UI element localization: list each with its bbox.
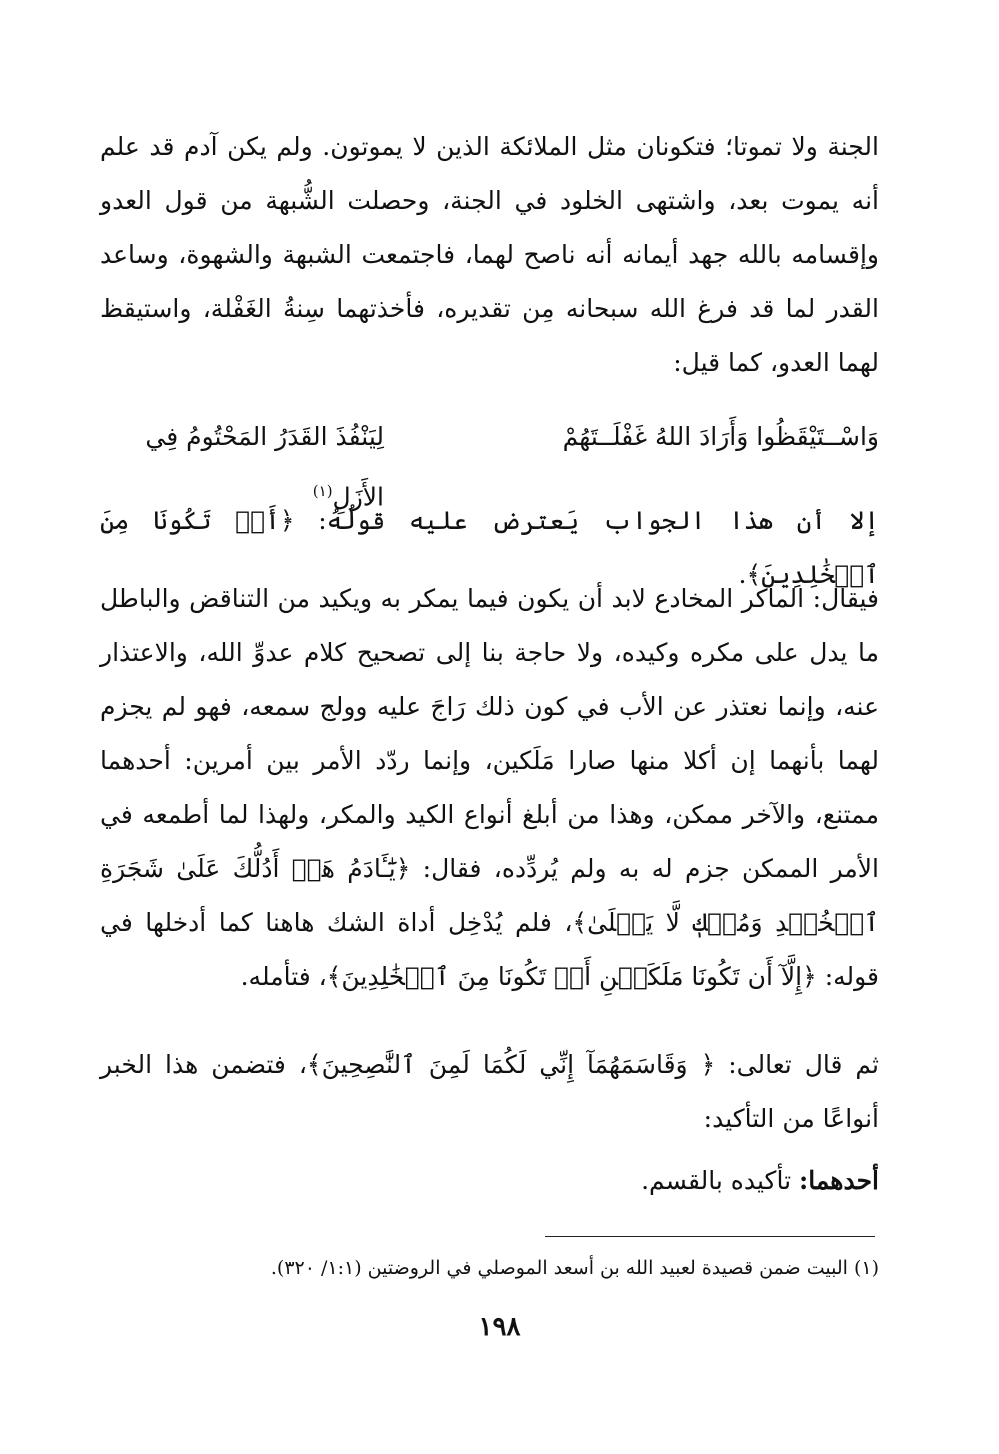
point-first bbox=[100, 1154, 879, 1208]
point-label: أحدهما: bbox=[798, 1166, 879, 1195]
paragraph-4: ثم قال تعالى: ﴿ وَقَاسَمَهُمَآ إِنِّي لَكُمَا لَمِنَ ٱلنَّٰصِحِينَ﴾، فتضمن هذا الخبر أنواعًا من التأكيد: bbox=[100, 1050, 879, 1133]
paragraph-1: الجنة ولا تموتا؛ فتكونان مثل الملائكة الذين لا يموتون. ولم يكن آدم قد علم أنه يموت بعد، واشتهى الخلود في الجنة، وحصلت الشُّبهة من قول العدو وإقسامه بالله جهد أيمانه أنه ناصح لهما، فاجتمعت الشبهة والشهوة، وساعد القدر لما قد فرغ الله سبحانه مِن تقديره، فأخذتهما سِنةُ الغَفْلة، واستيقظ لهما العدو، كما قيل: bbox=[100, 132, 879, 377]
point-text: تأكيده بالقسم. bbox=[641, 1166, 799, 1195]
verse-second-text: لِيَنْفُذَ القَدَرُ المَحْتُومُ فِي الأَزَلِ bbox=[145, 422, 384, 512]
footnote-marker: (١) bbox=[312, 482, 333, 500]
verse-first-hemistich bbox=[563, 410, 879, 464]
paragraph-3: فيقال: الماكر المخادع لابد أن يكون فيما يمكر به ويكيد من التناقض والباطل ما يدل على مكره وكيده، ولا حاجة بنا إلى تصحيح كلام عدوِّ الله، والاعتذار عنه، وإنما نعتذر عن الأب في كون ذلك رَاجَ عليه وولج سمعه، فهو لم يجزم لهما بأنهما إن أكلا منها صارا مَلَكين، وإنما ردّد الأمر بين أمرين: أحدهما ممتنع، والآخر ممكن، وهذا من أبلغ أنواع الكيد والمكر، ولهذا لما أطمعه في الأمر الممكن جزم له به ولم يُردِّده، فقال: ﴿يَٰٓـَٔادَمُ هَلۡ أَدُلُّكَ عَلَىٰ شَجَرَةِ ٱلۡخُلۡدِ وَمُلۡكٖ لَّا يَبۡلَىٰ﴾، فلم يُدْخِل أداة الشك هاهنا كما أدخلها في قوله: ﴿إِلَّآ أَن تَكُونَا مَلَكَيۡنِ أَوۡ تَكُونَا مِنَ ٱلۡخَٰلِدِينَ﴾، فتأمله. bbox=[100, 584, 879, 991]
paragraph-2: إلا أن هذا الجواب يَعترض عليه قولُهُ: ﴿أَوۡ تَكُونَا مِنَ ٱلۡخَٰلِدِينَ﴾. bbox=[100, 506, 879, 589]
footnote: (١) البيت ضمن قصيدة لعبيد الله بن أسعد الموصلي في الروضتين (١:١/ ٣٢٠). bbox=[270, 1257, 879, 1279]
poetry-verse bbox=[100, 410, 879, 512]
page-number: ١٩٨ bbox=[478, 1312, 521, 1342]
verse-first-text: وَاسْــتَيْقَظُوا وَأَرَادَ اللهُ غَفْلَــتَهُمْ bbox=[562, 422, 879, 451]
footnote-divider bbox=[545, 1236, 875, 1237]
